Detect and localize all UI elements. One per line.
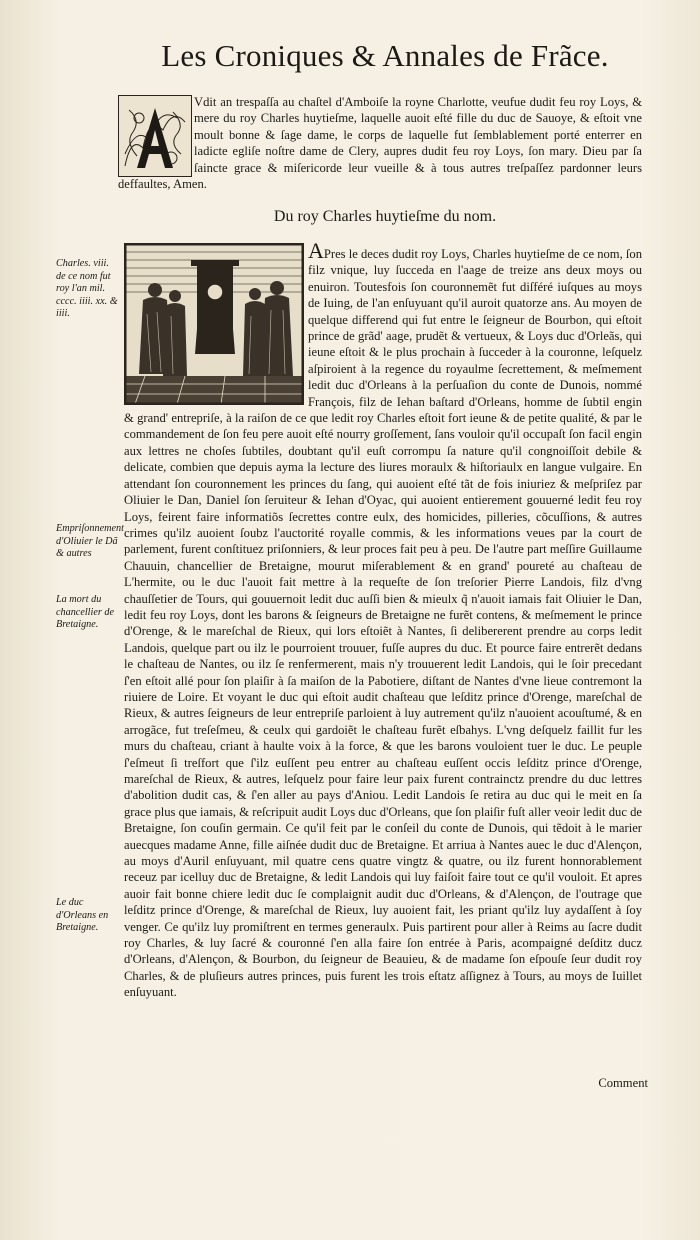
margin-note-duke-orleans: Le duc d'Orleans en Bretaigne. bbox=[56, 897, 109, 933]
chapter-text: Pres le deces dudit roy Loys, Charles huytieſme de ce nom, ſon filz vnique, luy ſucceda en l'aage de treize ans deux moys ou enuiron. Toutesfois ſon couronnemẽt fut diſféré iuſques au moys de Iuing, de l'an enſuyuant qu'il auroit quatorze ans. Au moyen de quelque differend qui fut entre le ſeigneur de Bourbon, qui eſtoit prince de grãd' aage, prudẽt & vertueux, & Loys duc d'Orleãs, qui ieune eſtoit & le plus prochain à ſucceder à la couronne, leſquelz aſpiroient à la regence du royaulme ſecrettement, & meſmement ledit duc d'Orleans à la perſuaſion du conte de Dunois, nommé François, filz de Iehan baſtard d'Orleans, homme de ſubtil engin & grand' entrepriſe, à la raiſon de ce que ledit roy Charles eſtoit fort ieune & de petite qualité, & par le commandement de ſon feu pere auoit eſté nourry groſſement, ſans vouloir qu'il occupaſt ſon facil engin aux lettres ne choſes ſubtiles, doubtant qu'il euſt corrompu ſa nature qu'il congnoiſſoit debile & delicate, combien que depuis ayma la lecture des liures moraulx & hiſtoriaulx en langue vulgaire. En attendant ſon couronnement les princes du ſang, qui auoient eſté tãt de fois iniuriez & meſpriſez par Oliuier le Dan, Daniel ſon ſeruiteur & Iehan d'Oyac, qui auoient entierement gouuerné ledit feu roy Loys, feirent faire informatiõs ſecrettes contre eulx, des homicides, pilleries, cõcuſſions, & autres crimes qu'ilz auoient ſoubz l'auctorité royalle commis, & les informations veues par la court de parlement, furent conſtituez priſonniers, & leur proces fait peu à peu. De l'autre part meſſire Guillaume Chauuin, chancellier de Bretaigne, mourut miſerablement & en grand' poureté au chaſteau de L'hermite, ou le duc l'auoit fait mettre à la requeſte de ſon treſorier Pierre Landois, filz d'vng chauſſetier de Tours, qui gouuernoit ledit duc auſſi bien & mieulx q̃ n'auoit iamais fait Oliuier le Dan, ledit feu roy Loys, dont les barons & ſeigneurs de Bretaigne ne furẽt contens, & meſmement le prince d'Orenge, & le mareſchal de Rieux, qui lors eſtoiẽt à Nantes, ſi delibererent prendre au corps ledit Landois, quelque part ou ilz le pourroient trouuer, fuſſe aupres du duc. Et pource faire entrerẽt dedans le chaſteau de Nantes, ou ilz ſe renfermerent, mais n'y trouuerent ledit Landois, qui le ſoir precedant ſ'en eſtoit allé pour ſon plaiſir à ſa maiſon de la Pabotiere, diſtant de Nantes d'vne lieue contremont la riuiere de Loire. Et voyant le duc qui eſtoit audit chaſteau que leſditz prince d'Orenge, mareſchal de Rieux, & autres ſeigneurs de leur entrepriſe parloient à luy autrement qu'ilz n'auoient acouſtumé, & en arrogãce, fut treſeſmeu, & ceulx qui gardoiẽt le chaſteau furẽt eſbahys. L'vng deſquelz faillit fur les murs du chaſteau, criant à haulte voix à la force, & que les barons vouloient tuer le duc. Le peuple ſ'eſmeut ſi treſfort que ſ'ilz euſſent peu entrer au chaſteau euſſent occis leſditz prince d'Orenge, mareſchal de Rieux, & autres, leſquelz pour faire leur paix furent contrainctz prendre du duc lettres d'abolition dudit cas, & ſ'en aller au pays d'Aniou. Ledit Landois ſe retira au duc qui le meit en ſa grace plus que iamais, & reſcripuit audit Loys duc d'Orleans, que ſon plaiſir fuſt aller veoir ledit duc de Bretaigne, ſon couſin germain. Ce qu'il feit par le conſeil du conte de Dunois, qui tẽdoit à le marier auecques madame Anne, fille aiſnée dudit duc de Bretaigne. Et arriua à Nantes auec le duc d'Alençon, au moys d'Auril enſuyuant, mil quatre cens quatre vingtz & quatre, ou ilz furent honnorablement receuz par icelluy duc de Bretaigne, & ledit Landois qui luy faiſoit faire tout ce qu'il vouloit. Et apres auoir fait bonne chiere ledit duc ſe complaignit audit duc d'Orleans, & d'Alençon, de l'outrage que leſditz prince d'Orenge, & mareſchal de Rieux, luy auoient fait, les priant qu'ilz luy aydaſſent à ſoy venger. Ce qu'ilz luy promiſtrent en termes generaulx. Puis partirent pour aller à Reims au ſacre dudit roy Charles, & luy ſacré & couronné ſ'en alla faire ſon entrée à Paris, acompaigné deſditz ducz d'Orleans, d'Alençon, & Bourbon, du ſeigneur de Beauieu, & de madame ſon eſpouſe ſeur dudit roy Charles, & de pluſieurs autres princes, puis furent les trois eſtatz aſſignez à Tours, au moys de Iuillet enſuyuant. bbox=[124, 247, 642, 1000]
margin-note-coronation: Charles. viii. de ce nom fut roy l'an mil. cccc. iiii. xx. & iiii. bbox=[56, 258, 118, 319]
catchword: Comment bbox=[598, 1076, 648, 1090]
intro-paragraph bbox=[118, 94, 642, 192]
chapter-heading: Du roy Charles huytieſme du nom. bbox=[273, 208, 497, 225]
woodcut-spacer bbox=[124, 243, 308, 407]
margin-note-imprisonment: Empriſonnement d'Oliuier le Dã & autres bbox=[56, 523, 124, 559]
initial-spacer bbox=[118, 94, 194, 175]
chapter-body bbox=[124, 238, 642, 1001]
intro-text: Vdit an trespaſſa au chaſtel d'Amboiſe la royne Charlotte, veufue dudit feu roy Loys, & mere du roy Charles huytieſme, laquelle auoit eſté fille du duc de Sauoye, & eſtoit vne moult bonne & ſage dame, le corps de laquelle fut ſemblablement porté enterrer en ladicte egliſe noſtre dame de Clery, aupres dudit feu roy Loys, ſon mary. Dieu par ſa ſaincte grace & miſericorde leur vueille & à tous autres treſpaſſez pardonner leurs deffaultes, Amen. bbox=[118, 95, 642, 192]
running-title: Les Croniques & Annales de Frãce. bbox=[161, 38, 609, 73]
chapter-lead-letter: A bbox=[308, 238, 324, 263]
margin-note-chancellor-death: La mort du chancellier de Bretaigne. bbox=[56, 594, 114, 630]
